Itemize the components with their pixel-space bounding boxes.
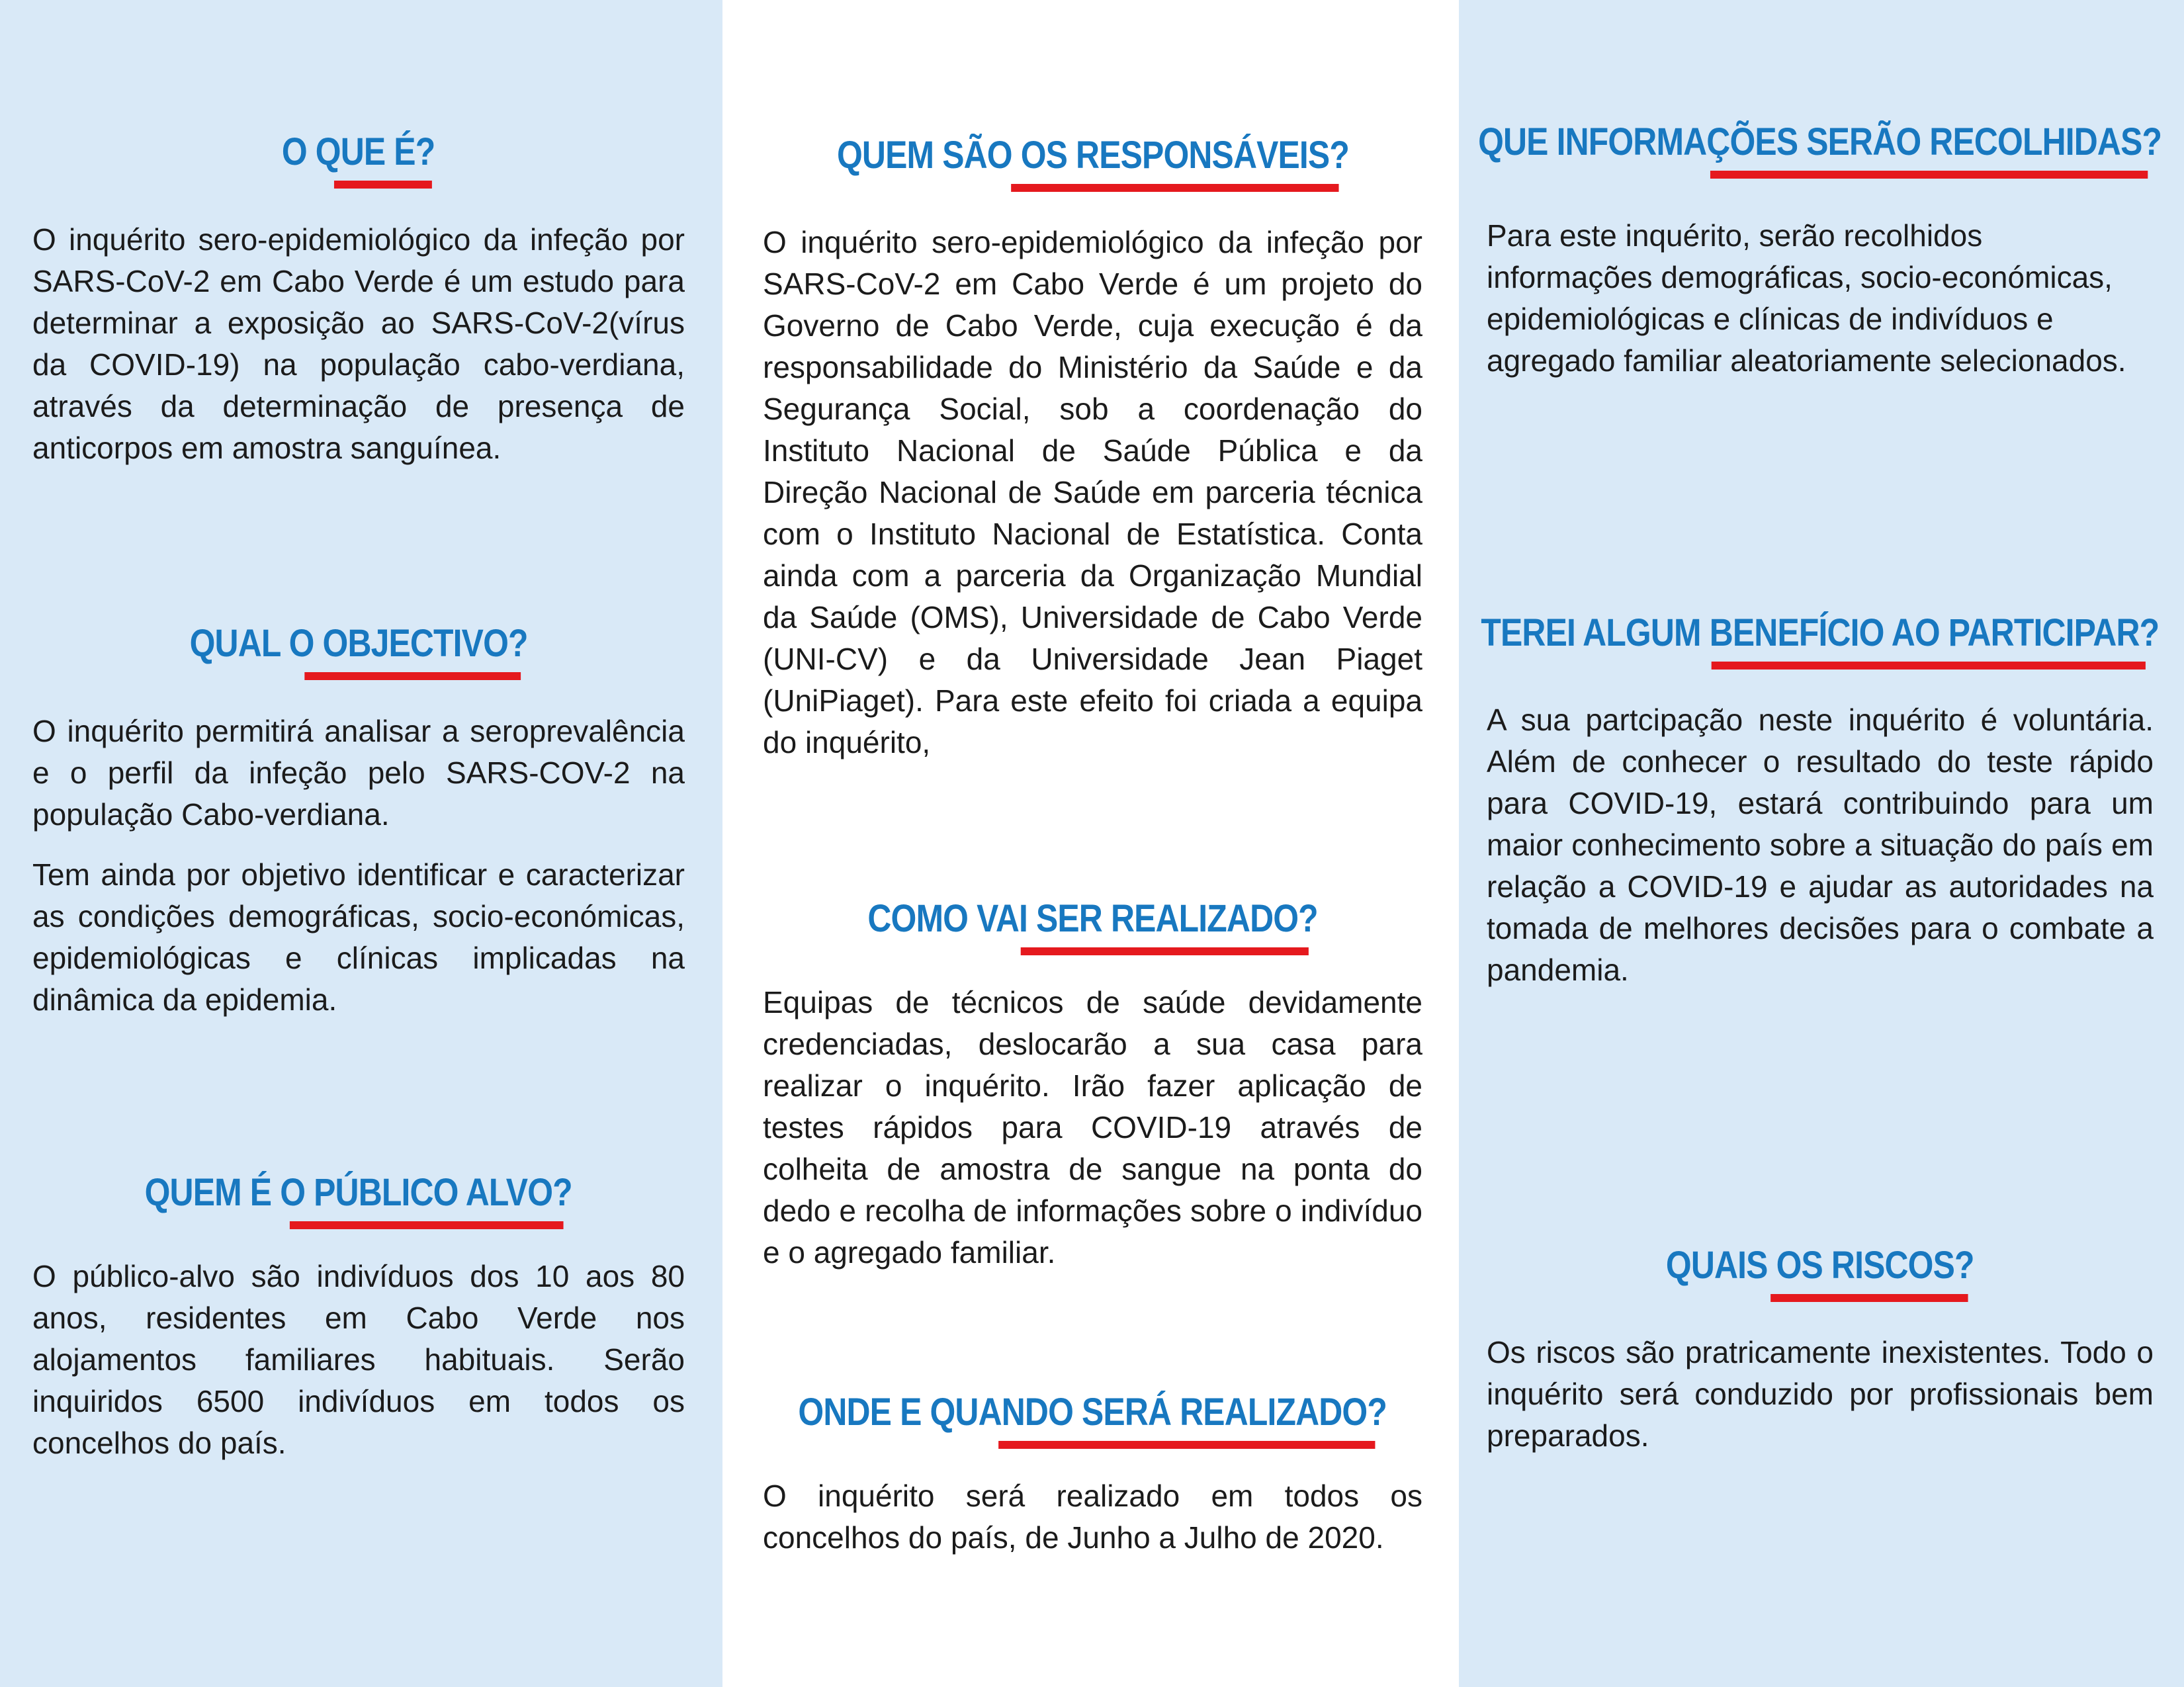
heading-underline: [334, 181, 432, 189]
paragraph: O inquérito sero-epidemiológico da infeção por SARS-CoV-2 em Cabo Verde é um projeto do Governo de Cabo Verde, cuja execução é da responsabilidade do Ministério da Saúde e da Segurança Social, sob a coordenação do Instituto Nacional de Saúde Pública e da Direção Nacional de Saúde em parceria técnica com o Instituto Nacional de Estatística. Conta ainda com a parceria da Organização Mundial da Saúde (OMS), Universidade de Cabo Verde (UNI-CV) e da Universidade Jean Piaget (UniPiaget). Para este efeito foi criada a equipa do inquérito,: [763, 225, 1422, 759]
paragraph: Equipas de técnicos de saúde devidamente credenciadas, deslocarão a sua casa para realizar o inquérito. Irão fazer aplicação de testes rápidos para COVID-19 através de colheita de amostra de sangue na ponta do dedo e recolha de informações sobre o indivíduo e o agregado familiar.: [763, 985, 1422, 1270]
paragraph: Os riscos são pratricamente inexistentes. Todo o inquérito será conduzido por profissionais bem preparados.: [1487, 1335, 2154, 1453]
heading-underline: [304, 672, 521, 680]
section-heading-text: QUEM É O PÚBLICO ALVO?: [144, 1171, 573, 1214]
section-heading-text: QUAIS OS RISCOS?: [1666, 1244, 1974, 1287]
section-heading-text: QUEM SÃO OS RESPONSÁVEIS?: [836, 134, 1349, 177]
section-heading: [1481, 611, 2160, 670]
section-heading: [1487, 1246, 2154, 1302]
heading-underline: [1711, 171, 2148, 179]
section-o-que-e: [32, 132, 685, 469]
section-informacoes: [1478, 120, 2162, 382]
heading-underline: [290, 1221, 564, 1229]
heading-underline: [1011, 184, 1338, 192]
section-publico-alvo: [32, 1173, 685, 1464]
panel-left: [0, 0, 722, 1687]
section-heading: [32, 1173, 685, 1229]
panel-middle: [722, 0, 1459, 1687]
section-heading: [763, 899, 1422, 955]
heading-underline: [998, 1441, 1375, 1449]
section-heading: [763, 1393, 1422, 1449]
panel-right: [1459, 0, 2184, 1687]
section-heading-text: O QUE É?: [282, 130, 435, 173]
paragraph: Para este inquérito, serão recolhidos informações demográficas, socio-económicas, epidemiológicas e clínicas de indivíduos e agregado familiar aleatoriamente selecionados.: [1487, 218, 2126, 378]
section-heading: [763, 136, 1422, 192]
section-como-realizado: [763, 899, 1422, 1274]
section-qual-objectivo: [32, 624, 685, 1021]
section-heading-text: QUAL O OBJECTIVO?: [189, 622, 528, 665]
paragraph: O público-alvo são indivíduos dos 10 aos 80 anos, residentes em Cabo Verde nos alojamentos familiares habituais. Serão inquiridos 6500 indivíduos em todos os concelhos do país.: [32, 1259, 685, 1460]
section-heading-text: QUE INFORMAÇÕES SERÃO RECOLHIDAS?: [1478, 120, 2162, 163]
heading-underline: [1712, 662, 2146, 670]
section-responsaveis: [763, 136, 1422, 763]
paragraph: A sua partcipação neste inquérito é voluntária. Além de conhecer o resultado do teste rápido para COVID-19, estará contribuindo para um maior conhecimento sobre a situação do país em relação a COVID-19 e ajudar as autoridades na tomada de melhores decisões para o combate a pandemia.: [1487, 703, 2154, 987]
section-onde-quando: [763, 1393, 1422, 1559]
paragraph: Tem ainda por objetivo identificar e caracterizar as condições demográficas, socio-económicas, epidemiológicas e clínicas implicadas na dinâmica da epidemia.: [32, 857, 685, 1017]
section-beneficio: [1481, 611, 2160, 991]
section-heading-text: COMO VAI SER REALIZADO?: [867, 897, 1318, 940]
section-heading: [32, 132, 685, 189]
heading-underline: [1770, 1294, 1968, 1302]
paragraph: O inquérito será realizado em todos os concelhos do país, de Junho a Julho de 2020.: [763, 1479, 1422, 1555]
heading-underline: [1021, 947, 1309, 955]
paragraph: O inquérito permitirá analisar a seroprevalência e o perfil da infeção pelo SARS-COV-2 na população Cabo-verdiana.: [32, 714, 685, 832]
section-heading-text: TEREI ALGUM BENEFÍCIO AO PARTICIPAR?: [1481, 611, 2160, 654]
section-riscos: [1487, 1246, 2154, 1457]
section-heading: [1478, 120, 2162, 179]
section-heading-text: ONDE E QUANDO SERÁ REALIZADO?: [798, 1391, 1387, 1434]
paragraph: O inquérito sero-epidemiológico da infeção por SARS-CoV-2 em Cabo Verde é um estudo para determinar a exposição ao SARS-CoV-2(vírus da COVID-19) na população cabo-verdiana, através da determinação de presença de anticorpos em amostra sanguínea.: [32, 222, 685, 465]
section-heading: [32, 624, 685, 680]
